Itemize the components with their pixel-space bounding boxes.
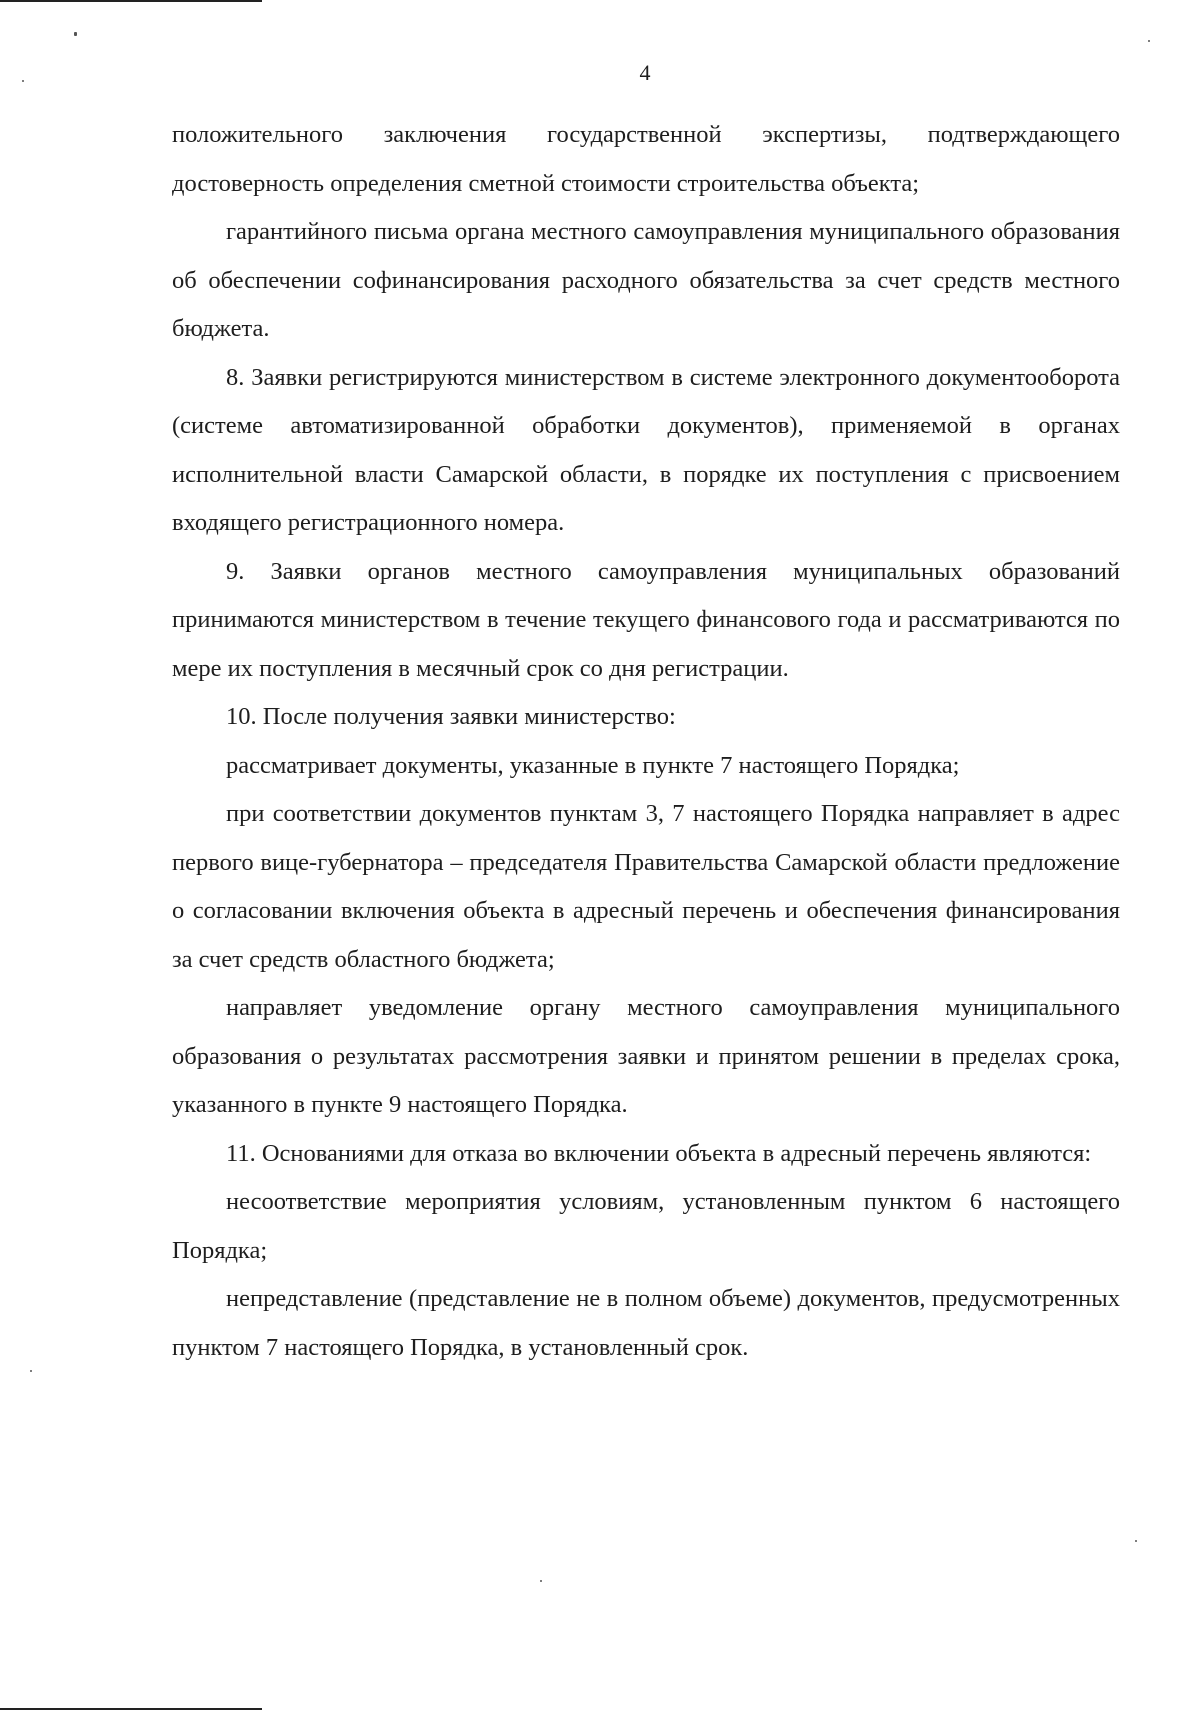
paragraph-expertise-conclusion: положительного заключения государственной экспертизы, подтверждающего достоверность определения сметной стоимости строительства объекта;: [172, 121, 1120, 197]
paragraph-review-documents: рассматривает документы, указанные в пункте 7 настоящего Порядка;: [226, 751, 960, 779]
document-body: [172, 111, 1120, 1372]
page-number: 4: [639, 60, 651, 85]
scan-speck: [74, 32, 77, 36]
paragraph-item-10: 10. После получения заявки министерство:: [226, 703, 676, 730]
scan-speck: [540, 1580, 542, 1582]
paragraph-refusal-reason-1: несоответствие мероприятия условиям, установленным пунктом 6 настоящего Порядка;: [172, 1188, 1120, 1264]
paragraph-refusal-reason-2: непредставление (представление не в полном объеме) документов, предусмотренных пунктом 7 настоящего Порядка, в установленный срок.: [172, 1285, 1120, 1361]
paragraph-send-proposal: при соответствии документов пунктам 3, 7 настоящего Порядка направляет в адрес первого вице-губернатора – председателя Правительства Самарской области предложение о согласовании включения объекта в адресный перечень и обеспечения финансирования за счет средств областного бюджета;: [172, 800, 1120, 973]
scan-edge-bottom: [0, 1708, 262, 1710]
paragraph-guarantee-letter: гарантийного письма органа местного самоуправления муниципального образования об обеспечении софинансирования расходного обязательства за счет средств местного бюджета.: [172, 218, 1120, 342]
scan-speck: [22, 80, 24, 82]
paragraph-item-11: 11. Основаниями для отказа во включении объекта в адресный перечень являются:: [226, 1139, 1092, 1167]
scan-speck: [1148, 40, 1150, 42]
scan-edge-top: [0, 0, 262, 2]
paragraph-item-8: 8. Заявки регистрируются министерством в системе электронного документооборота (системе автоматизированной обработки документов), применяемой в органах исполнительной власти Самарской области, в порядке их поступления с присвоением входящего регистрационного номера.: [172, 363, 1120, 536]
paragraph-item-9: 9. Заявки органов местного самоуправления муниципальных образований принимаются министерством в течение текущего финансового года и рассматриваются по мере их поступления в месячный срок со дня регистрации.: [172, 557, 1120, 682]
paragraph-send-notification: направляет уведомление органу местного самоуправления муниципального образования о результатах рассмотрения заявки и принятом решении в пределах срока, указанного в пункте 9 настоящего Порядка.: [172, 994, 1120, 1118]
scan-speck: [30, 1370, 32, 1372]
scan-speck: [1135, 1540, 1137, 1542]
